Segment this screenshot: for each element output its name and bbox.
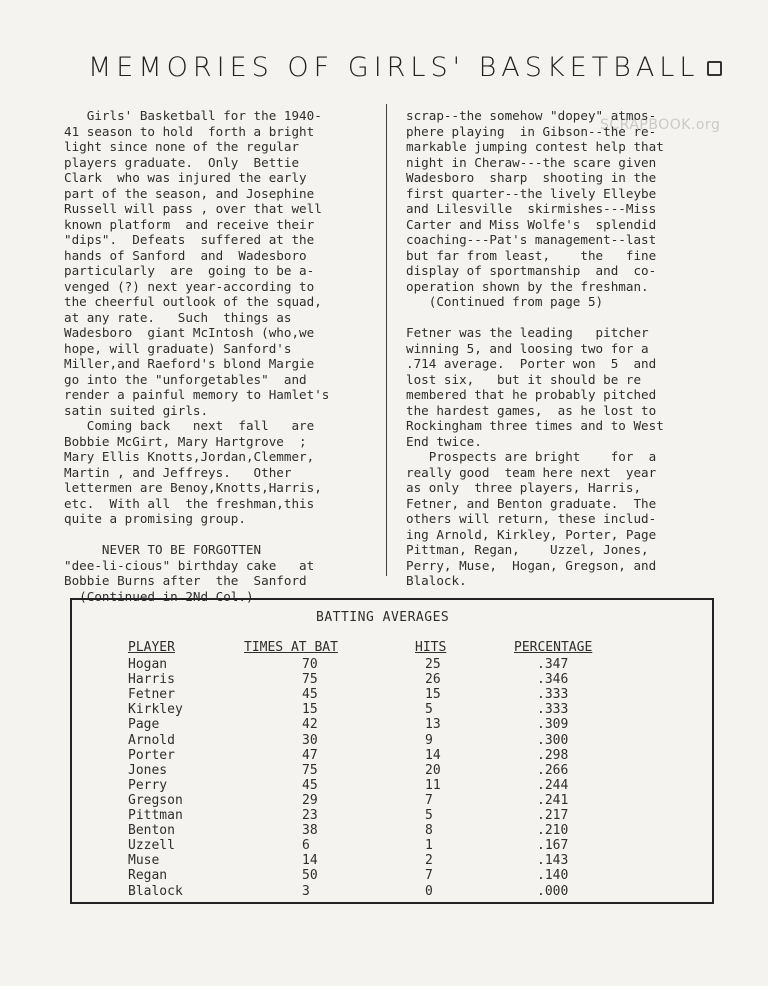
percentage-cell: .241 <box>537 792 569 808</box>
times-cell: 15 <box>302 702 318 718</box>
percentage-cell: .217 <box>537 808 569 823</box>
article-line: winning 5, and loosing two for a <box>406 340 649 356</box>
article-line: first quarter--the lively Elleybe <box>406 185 657 201</box>
article-line: light since none of the regular <box>64 139 300 154</box>
article-line: as only three players, Harris, <box>406 480 642 495</box>
article-line: Wadesboro giant McIntosh (who,we <box>64 325 315 340</box>
player-cell: Perry <box>128 777 168 793</box>
article-line: Miller,and Raeford's blond Margie <box>64 356 315 371</box>
article-line: Blalock. <box>406 573 467 588</box>
player-cell: Kirkley <box>128 702 183 718</box>
player-cell: Uzzell <box>128 838 175 854</box>
article-line: hands of Sanford and Wadesboro <box>64 247 307 263</box>
hits-cell: 9 <box>425 732 433 748</box>
article-line: Perry, Muse, Hogan, Gregson, and <box>406 557 657 573</box>
article-line: Pittman, Regan, Uzzel, Jones, <box>406 542 649 557</box>
left-article-column <box>64 108 384 604</box>
article-line: lost six, but it should be re <box>406 371 642 387</box>
percentage-cell: .333 <box>537 702 569 718</box>
watermark: SCRAPBOOK.org <box>600 117 721 133</box>
times-cell: 30 <box>302 732 318 748</box>
percentage-cell: .333 <box>537 687 569 703</box>
article-line: night in Cheraw---the scare given <box>406 154 657 170</box>
times-cell: 75 <box>302 672 318 688</box>
article-line: Mary Ellis Knotts,Jordan,Clemmer, <box>64 449 315 464</box>
article-line: Fetner, and Benton graduate. The <box>406 495 657 511</box>
article-line: Clark who was injured the early <box>64 170 307 185</box>
article-line: Russell will pass , over that well <box>64 201 322 216</box>
percentage-cell: .000 <box>537 883 569 899</box>
article-line: Bobbie Burns after the Sanford <box>64 573 307 588</box>
article-line: NEVER TO BE FORGOTTEN <box>64 542 262 557</box>
article-line: (Continued in 2Nd Col.) <box>64 588 254 604</box>
player-cell: Jones <box>128 762 168 778</box>
player-cell: Pittman <box>128 808 183 823</box>
hits-cell: 11 <box>425 777 441 793</box>
player-cell: Benton <box>128 823 175 839</box>
player-cell: Regan <box>128 868 168 884</box>
article-line: really good team here next year <box>406 464 657 480</box>
article-line: Coming back next fall are <box>64 418 315 433</box>
article-line: quite a promising group. <box>64 511 246 526</box>
hits-cell: 26 <box>425 672 441 688</box>
article-line: Carter and Miss Wolfe's splendid <box>406 216 657 232</box>
article-line <box>406 310 736 326</box>
times-cell: 3 <box>302 883 310 899</box>
article-line: go into the "unforgetables" and <box>64 371 307 387</box>
article-line: but far from least, the fine <box>406 247 657 263</box>
hits-cell: 25 <box>425 657 441 672</box>
player-cell: Gregson <box>128 792 183 808</box>
hits-cell: 0 <box>425 883 433 899</box>
article-line: known platform and receive their <box>64 216 315 232</box>
times-cell: 29 <box>302 792 318 808</box>
article-line: markable jumping contest help that <box>406 139 664 154</box>
article-line: hope, will graduate) Sanford's <box>64 340 292 356</box>
article-line: 41 season to hold forth a bright <box>64 123 315 139</box>
article-line: display of sportmanship and co- <box>406 263 657 278</box>
player-cell: Porter <box>128 747 175 763</box>
article-line: membered that he probably pitched <box>406 387 657 402</box>
article-line: part of the season, and Josephine <box>64 185 315 201</box>
header-times-at-bat: TIMES AT BAT <box>244 640 338 655</box>
page-title-text: MEMORIES OF GIRLS' BASKETBALL <box>88 52 700 83</box>
percentage-cell: .300 <box>537 732 569 748</box>
article-line: .714 average. Porter won 5 and <box>406 356 657 371</box>
times-cell: 42 <box>302 717 318 733</box>
article-line: "dee-li-cious" birthday cake at <box>64 557 315 573</box>
times-cell: 70 <box>302 657 318 672</box>
article-line: Girls' Basketball for the 1940- <box>64 108 322 123</box>
times-cell: 6 <box>302 838 310 854</box>
article-line: particularly are going to be a- <box>64 263 315 278</box>
article-line <box>64 527 384 543</box>
hits-cell: 1 <box>425 838 433 854</box>
player-cell: Hogan <box>128 657 168 672</box>
article-line: satin suited girls. <box>64 402 209 418</box>
article-line: players graduate. Only Bettie <box>64 154 300 170</box>
article-line: coaching---Pat's management--last <box>406 232 657 247</box>
article-line: the cheerful outlook of the squad, <box>64 294 322 309</box>
player-cell: Blalock <box>128 883 183 899</box>
article-line: (Continued from page 5) <box>406 294 604 309</box>
article-line: phere playing in Gibson--the re- <box>406 123 657 139</box>
percentage-cell: .167 <box>537 838 569 854</box>
header-hits: HITS <box>415 640 447 655</box>
player-cell: Page <box>128 717 160 733</box>
hits-cell: 2 <box>425 853 433 869</box>
times-cell: 14 <box>302 853 318 869</box>
percentage-cell: .244 <box>537 777 569 793</box>
player-cell: Fetner <box>128 687 175 703</box>
hits-cell: 7 <box>425 792 433 808</box>
times-cell: 45 <box>302 687 318 703</box>
percentage-cell: .298 <box>537 747 569 763</box>
percentage-cell: .309 <box>537 717 569 733</box>
column-divider <box>386 104 387 576</box>
header-percentage: PERCENTAGE <box>514 640 593 655</box>
times-cell: 38 <box>302 823 318 839</box>
article-line: Bobbie McGirt, Mary Hartgrove ; <box>64 433 307 449</box>
article-line: operation shown by the freshman. <box>406 278 649 294</box>
player-cell: Harris <box>128 672 175 688</box>
hits-cell: 5 <box>425 702 433 718</box>
table-title: BATTING AVERAGES <box>316 610 450 625</box>
hits-cell: 5 <box>425 808 433 823</box>
percentage-cell: .140 <box>537 868 569 884</box>
article-line: the hardest games, as he lost to <box>406 402 657 418</box>
article-line: End twice. <box>406 433 482 449</box>
article-line: "dips". Defeats suffered at the <box>64 232 315 247</box>
hits-cell: 20 <box>425 762 441 778</box>
right-article-column <box>406 108 736 589</box>
article-line: and Lilesville skirmishes---Miss <box>406 201 657 216</box>
header-player: PLAYER <box>128 640 175 655</box>
article-line: lettermen are Benoy,Knotts,Harris, <box>64 480 322 495</box>
hits-cell: 15 <box>425 687 441 703</box>
article-line: Martin , and Jeffreys. Other <box>64 464 292 480</box>
percentage-cell: .210 <box>537 823 569 839</box>
times-cell: 47 <box>302 747 318 763</box>
article-line: others will return, these includ- <box>406 511 657 526</box>
times-cell: 23 <box>302 808 318 823</box>
times-cell: 75 <box>302 762 318 778</box>
page-title <box>88 52 700 83</box>
times-cell: 50 <box>302 868 318 884</box>
hits-cell: 8 <box>425 823 433 839</box>
percentage-cell: .346 <box>537 672 569 688</box>
article-line: ing Arnold, Kirkley, Porter, Page <box>406 526 657 542</box>
times-cell: 45 <box>302 777 318 793</box>
percentage-cell: .347 <box>537 657 569 672</box>
article-line: venged (?) next year-according to <box>64 278 315 294</box>
square-bullet-icon <box>707 61 722 76</box>
article-line: Prospects are bright for a <box>406 449 657 464</box>
player-cell: Muse <box>128 853 160 869</box>
hits-cell: 14 <box>425 747 441 763</box>
article-line: etc. With all the freshman,this <box>64 495 315 511</box>
article-line: Fetner was the leading pitcher <box>406 325 649 340</box>
percentage-cell: .266 <box>537 762 569 778</box>
article-line: Wadesboro sharp shooting in the <box>406 170 657 185</box>
percentage-cell: .143 <box>537 853 569 869</box>
article-line: render a painful memory to Hamlet's <box>64 387 330 402</box>
article-line: Rockingham three times and to West <box>406 418 664 433</box>
hits-cell: 13 <box>425 717 441 733</box>
article-line: at any rate. Such things as <box>64 309 292 325</box>
article-line: scrap--the somehow "dopey" atmos- <box>406 108 657 123</box>
player-cell: Arnold <box>128 732 175 748</box>
hits-cell: 7 <box>425 868 433 884</box>
